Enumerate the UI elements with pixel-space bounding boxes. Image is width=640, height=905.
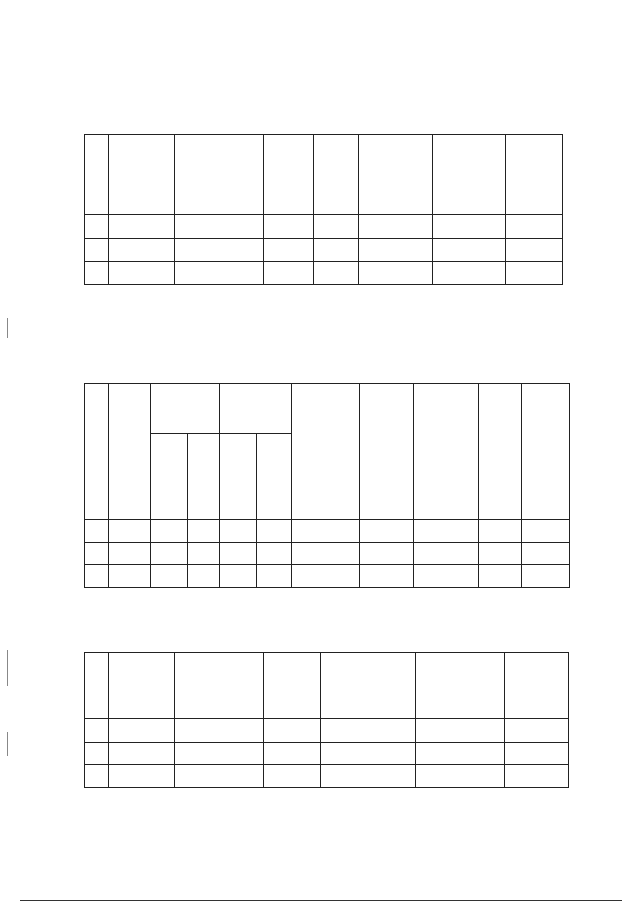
table-cell xyxy=(314,262,359,285)
table-cell xyxy=(522,565,570,588)
table-cell xyxy=(85,239,109,262)
header-cell xyxy=(479,384,522,520)
number-cell xyxy=(257,520,292,543)
table-cell xyxy=(257,543,292,565)
number-cell xyxy=(85,215,109,239)
header-cell xyxy=(109,384,151,520)
header-cell xyxy=(414,384,479,520)
table-cell xyxy=(360,543,414,565)
table-cell xyxy=(151,543,188,565)
header-cell xyxy=(109,653,175,719)
header-cell xyxy=(264,135,314,215)
table-cell xyxy=(433,239,506,262)
scan-margin-mark xyxy=(7,318,8,338)
table-cell xyxy=(321,765,416,788)
number-cell xyxy=(506,215,563,239)
number-cell xyxy=(109,719,175,743)
table-cell xyxy=(85,262,109,285)
table-cell xyxy=(416,765,505,788)
section-3-table xyxy=(84,134,563,285)
table-cell xyxy=(522,543,570,565)
table-cell xyxy=(85,743,109,765)
number-cell xyxy=(220,520,257,543)
header-cell xyxy=(175,135,264,215)
header-cell xyxy=(85,384,109,520)
header-cell xyxy=(506,135,563,215)
table-cell xyxy=(220,543,257,565)
number-cell xyxy=(151,520,188,543)
header-cell xyxy=(359,135,433,215)
table-cell xyxy=(264,743,321,765)
table-cell xyxy=(264,239,314,262)
table-cell xyxy=(360,565,414,588)
table-cell xyxy=(264,262,314,285)
header-cell xyxy=(151,384,220,434)
table-cell xyxy=(414,543,479,565)
scan-margin-mark xyxy=(7,732,8,756)
table-cell xyxy=(109,743,175,765)
table-cell xyxy=(257,565,292,588)
section-5-table xyxy=(84,652,569,788)
header-cell xyxy=(109,135,175,215)
number-cell xyxy=(85,520,109,543)
scan-margin-mark xyxy=(7,650,8,686)
table-cell xyxy=(188,565,220,588)
table-cell xyxy=(414,565,479,588)
table-cell xyxy=(264,765,321,788)
table-cell xyxy=(109,239,175,262)
header-cell xyxy=(85,653,109,719)
bottom-rule xyxy=(20,900,622,901)
table-cell xyxy=(506,262,563,285)
header-cell xyxy=(321,653,416,719)
number-cell xyxy=(109,215,175,239)
table-cell xyxy=(416,743,505,765)
number-cell xyxy=(321,719,416,743)
header-cell xyxy=(522,384,570,520)
table-cell xyxy=(175,262,264,285)
header-cell xyxy=(85,135,109,215)
table-cell xyxy=(109,765,175,788)
table-cell xyxy=(85,543,109,565)
table-cell xyxy=(292,565,360,588)
number-cell xyxy=(292,520,360,543)
header-cell xyxy=(175,653,264,719)
number-cell xyxy=(416,719,505,743)
header-cell xyxy=(416,653,505,719)
table-cell xyxy=(505,743,569,765)
header-cell xyxy=(505,653,569,719)
number-cell xyxy=(360,520,414,543)
table-cell xyxy=(506,239,563,262)
number-cell xyxy=(188,520,220,543)
table-cell xyxy=(85,765,109,788)
table-cell xyxy=(85,565,109,588)
table-cell xyxy=(359,262,433,285)
number-cell xyxy=(522,520,570,543)
header-cell xyxy=(264,653,321,719)
table-cell xyxy=(479,543,522,565)
number-cell xyxy=(264,719,321,743)
number-cell xyxy=(479,520,522,543)
table-cell xyxy=(314,239,359,262)
number-cell xyxy=(359,215,433,239)
section-4-table xyxy=(84,383,570,588)
number-cell xyxy=(264,215,314,239)
table-cell xyxy=(109,262,175,285)
number-cell xyxy=(175,719,264,743)
header-cell xyxy=(433,135,506,215)
number-cell xyxy=(175,215,264,239)
table-cell xyxy=(175,239,264,262)
table-cell xyxy=(220,565,257,588)
table-cell xyxy=(479,565,522,588)
table-cell xyxy=(151,565,188,588)
table-cell xyxy=(321,743,416,765)
number-cell xyxy=(433,215,506,239)
table-cell xyxy=(292,543,360,565)
table-cell xyxy=(433,262,506,285)
header-cell xyxy=(360,384,414,520)
header-cell xyxy=(188,434,220,520)
table-cell xyxy=(359,239,433,262)
table-cell xyxy=(505,765,569,788)
header-cell xyxy=(220,384,292,434)
number-cell xyxy=(85,719,109,743)
number-cell xyxy=(314,215,359,239)
table-cell xyxy=(175,765,264,788)
header-cell xyxy=(257,434,292,520)
table-cell xyxy=(109,543,151,565)
number-cell xyxy=(505,719,569,743)
table-cell xyxy=(109,565,151,588)
header-cell xyxy=(151,434,188,520)
table-cell xyxy=(175,743,264,765)
number-cell xyxy=(109,520,151,543)
header-cell xyxy=(314,135,359,215)
header-cell xyxy=(220,434,257,520)
header-cell xyxy=(292,384,360,520)
number-cell xyxy=(414,520,479,543)
table-cell xyxy=(188,543,220,565)
